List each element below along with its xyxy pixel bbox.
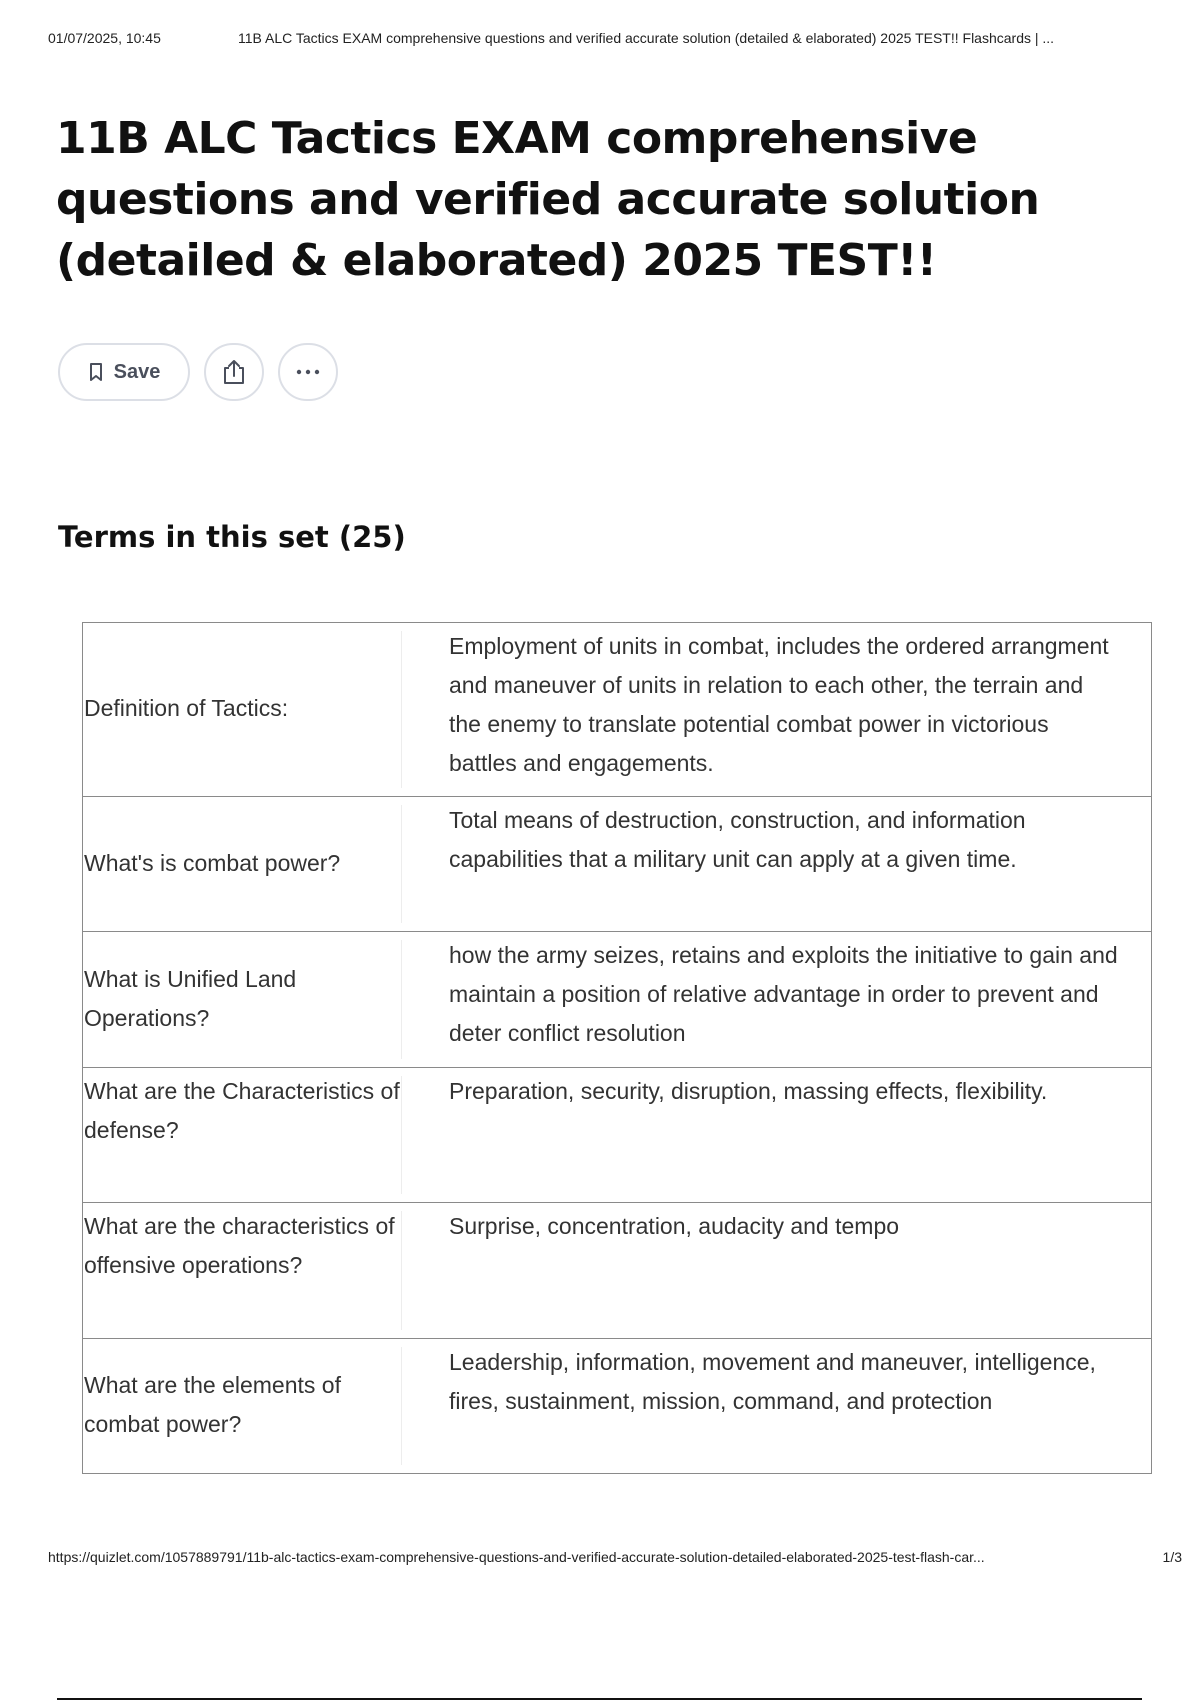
- terms-table: [82, 622, 1152, 1474]
- page-number: 1/3: [1162, 1549, 1182, 1565]
- term-text: What's is combat power?: [83, 797, 403, 932]
- set-title: 11B ALC Tactics EXAM comprehensive questions and verified accurate solution (detailed & elaborated) 2025 TEST!!: [56, 113, 1040, 286]
- term-row: [83, 1339, 1152, 1474]
- term-text: What are the characteristics of offensive operations?: [83, 1203, 403, 1339]
- definition-text: how the army seizes, retains and exploits the initiative to gain and maintain a position of relative advantage in order to prevent and deter conflict resolution: [402, 932, 1152, 1068]
- page-url: https://quizlet.com/1057889791/11b-alc-tactics-exam-comprehensive-questions-and-verified-accurate-solution-detailed-elaborated-2025-test-flash-car...: [48, 1549, 985, 1565]
- term-text: What is Unified Land Operations?: [83, 932, 403, 1068]
- term-row: [83, 1203, 1152, 1339]
- term-row: [83, 932, 1152, 1068]
- term-text: What are the Characteristics of defense?: [83, 1068, 403, 1203]
- term-row: [83, 1068, 1152, 1203]
- definition-text: Preparation, security, disruption, massing effects, flexibility.: [402, 1068, 1152, 1203]
- term-row: [83, 623, 1152, 797]
- save-button[interactable]: [58, 343, 190, 401]
- definition-text: Employment of units in combat, includes the ordered arrangment and maneuver of units in relation to each other, the terrain and the enemy to translate potential combat power in victorious battles and engagements.: [402, 623, 1152, 797]
- save-label: Save: [113, 360, 161, 383]
- share-icon: [221, 358, 247, 386]
- definition-text: Surprise, concentration, audacity and tempo: [402, 1203, 1152, 1339]
- term-text: Definition of Tactics:: [83, 623, 403, 797]
- share-button[interactable]: [204, 343, 264, 401]
- print-page-title: 11B ALC Tactics EXAM comprehensive questions and verified accurate solution (detailed & elaborated) 2025 TEST!! Flashcards | ...: [238, 30, 1055, 46]
- term-row: [83, 797, 1152, 932]
- bookmark-icon: [88, 362, 104, 382]
- more-icon: [295, 369, 321, 375]
- term-text: What are the elements of combat power?: [83, 1339, 403, 1474]
- print-datetime: 01/07/2025, 10:45: [48, 30, 161, 46]
- more-options-button[interactable]: [278, 343, 338, 401]
- terms-heading: Terms in this set (25): [58, 520, 406, 554]
- definition-text: Total means of destruction, construction, and information capabilities that a military unit can apply at a given time.: [402, 797, 1152, 932]
- definition-text: Leadership, information, movement and maneuver, intelligence, fires, sustainment, mission, command, and protection: [402, 1339, 1152, 1474]
- set-actions: [58, 343, 338, 401]
